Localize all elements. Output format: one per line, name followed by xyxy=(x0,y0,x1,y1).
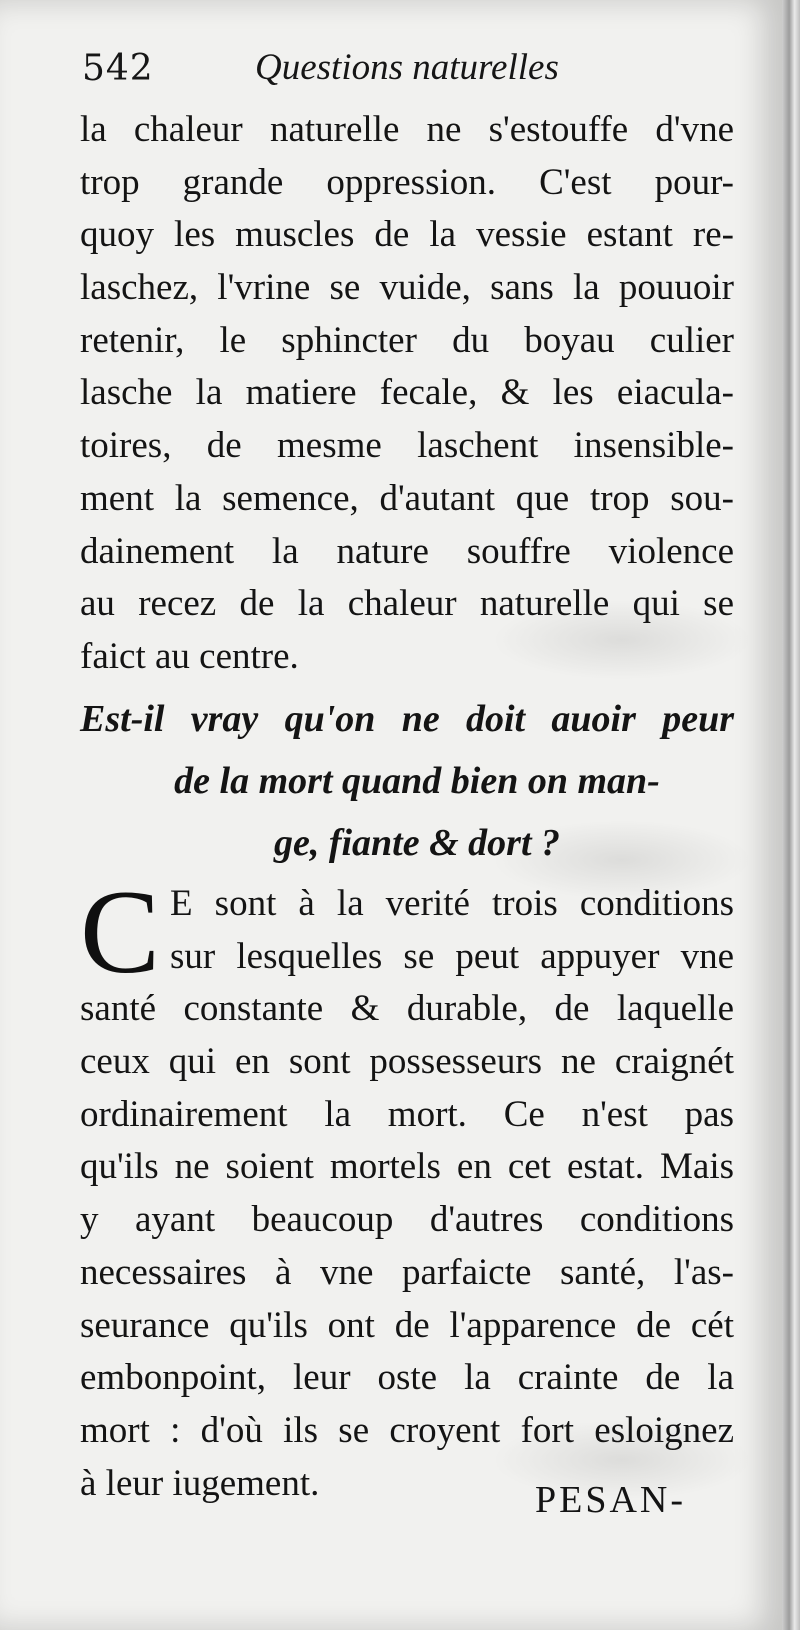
text-line: necessaires à vne parfaicte santé, l'as- xyxy=(80,1251,734,1293)
heading-line: ge, fiante & dort ? xyxy=(273,822,561,864)
text-line: la chaleur naturelle ne s'estouffe d'vne xyxy=(80,109,734,150)
text-line: laschez, l'vrine se vuide, sans la pouuoir xyxy=(80,267,734,309)
paragraph-1 xyxy=(80,104,734,684)
text-line: y ayant beaucoup d'autres conditions xyxy=(80,1199,734,1241)
catchword: PESAN- xyxy=(535,1479,687,1521)
paragraph-2 xyxy=(80,865,734,1510)
text-line: mort : d'où ils se croyent fort esloignez xyxy=(80,1409,734,1451)
text-line: ment la semence, d'autant que trop sou- xyxy=(80,477,734,519)
heading-line: de la mort quand bien on man- xyxy=(174,760,660,802)
text-line: E sont à la verité trois conditions xyxy=(170,883,734,924)
text-line: toires, de mesme laschent insensible- xyxy=(80,425,734,467)
text-line: embonpoint, leur oste la crainte de la xyxy=(80,1357,734,1399)
text-line: retenir, le sphincter du boyau culier xyxy=(80,319,734,361)
drop-capital: C xyxy=(80,865,161,998)
text-line: faict au centre. xyxy=(80,635,299,677)
running-title: Questions naturelles xyxy=(255,47,559,88)
text-line: lasche la matiere fecale, & les eiacula- xyxy=(80,372,734,414)
text-line: ceux qui en sont possesseurs ne craignét xyxy=(80,1041,734,1083)
text-line: sur lesquelles se peut appuyer vne xyxy=(170,935,734,977)
page-edge xyxy=(782,0,800,1630)
text-line: quoy les muscles de la vessie estant re- xyxy=(80,214,734,256)
text-line: dainement la nature souffre violence xyxy=(80,530,734,572)
text-line: au recez de la chaleur naturelle qui se xyxy=(80,583,734,625)
text-line: seurance qu'ils ont de l'apparence de cét xyxy=(80,1304,734,1346)
text-line: trop grande oppression. C'est pour- xyxy=(80,161,734,203)
text-line: ordinairement la mort. Ce n'est pas xyxy=(80,1093,734,1135)
section-heading xyxy=(80,688,734,874)
page-header xyxy=(80,46,730,102)
text-line: à leur iugement. xyxy=(80,1462,320,1504)
text-line: qu'ils ne soient mortels en cet estat. Mais xyxy=(80,1146,734,1188)
page-number: 542 xyxy=(82,48,154,89)
text-line: santé constante & durable, de laquelle xyxy=(80,988,734,1030)
heading-line: Est-il vray qu'on ne doit auoir peur xyxy=(80,698,734,740)
